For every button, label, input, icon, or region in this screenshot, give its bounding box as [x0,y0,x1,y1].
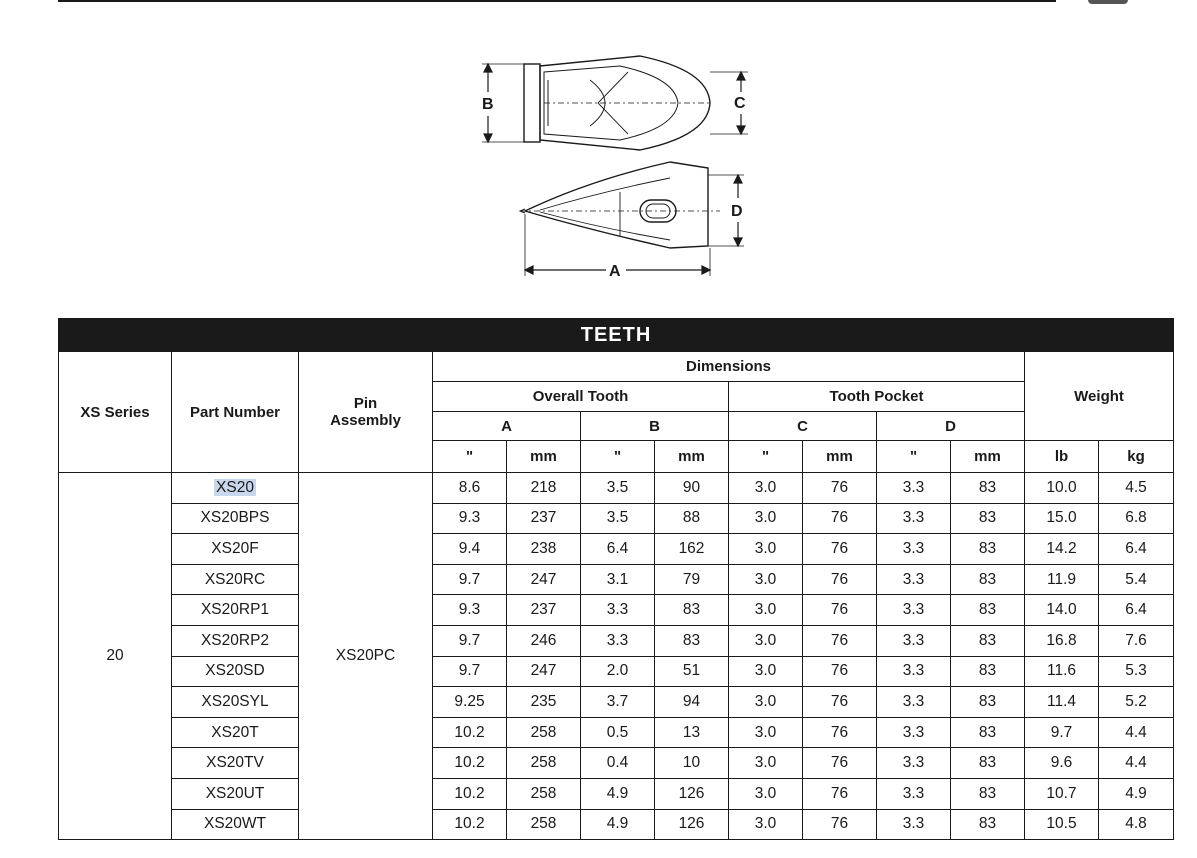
cell-c-in: 3.0 [729,748,803,779]
cell-c-in: 3.0 [729,564,803,595]
header-weight: Weight [1025,352,1174,441]
teeth-table-wrapper [58,318,1174,840]
cell-a-in: 9.7 [433,564,507,595]
header-dimensions: Dimensions [433,352,1025,382]
cell-part-number [172,778,299,809]
cell-c-in: 3.0 [729,687,803,718]
cell-kg: 6.4 [1099,534,1174,565]
cell-b-in: 0.4 [581,748,655,779]
cell-c-mm: 76 [803,809,877,840]
cell-kg: 4.9 [1099,778,1174,809]
table-row [59,687,1174,718]
cell-a-mm: 258 [507,809,581,840]
cell-d-in: 3.3 [877,809,951,840]
cell-b-mm: 79 [655,564,729,595]
cell-d-mm: 83 [951,503,1025,534]
cell-kg: 5.2 [1099,687,1174,718]
cell-a-in: 10.2 [433,809,507,840]
cell-c-mm: 76 [803,473,877,504]
header-kg: kg [1099,441,1174,473]
part-number-text: XS20WT [203,815,266,833]
cell-c-in: 3.0 [729,717,803,748]
cell-part-number [172,625,299,656]
cell-b-mm: 51 [655,656,729,687]
header-d-mm: mm [951,441,1025,473]
cell-a-in: 9.7 [433,656,507,687]
cell-b-mm: 13 [655,717,729,748]
cell-c-mm: 76 [803,595,877,626]
header-pin-line2: Assembly [330,412,401,429]
cell-lb: 15.0 [1025,503,1099,534]
cell-a-mm: 258 [507,748,581,779]
cell-b-in: 3.7 [581,687,655,718]
cell-d-in: 3.3 [877,595,951,626]
cell-c-in: 3.0 [729,778,803,809]
header-dim-b: B [581,412,729,441]
corner-tab [1088,0,1128,4]
cell-a-in: 9.25 [433,687,507,718]
cell-d-mm: 83 [951,778,1025,809]
cell-c-mm: 76 [803,503,877,534]
cell-c-mm: 76 [803,778,877,809]
table-row [59,564,1174,595]
header-a-inch: " [433,441,507,473]
header-lb: lb [1025,441,1099,473]
cell-d-in: 3.3 [877,778,951,809]
cell-a-in: 9.3 [433,595,507,626]
part-number-text: XS20RP2 [200,631,270,649]
table-row [59,809,1174,840]
cell-a-mm: 238 [507,534,581,565]
dim-label-c: C [734,95,746,112]
tooth-drawing-svg [470,50,760,290]
cell-b-in: 3.5 [581,503,655,534]
cell-kg: 4.4 [1099,748,1174,779]
teeth-table [58,318,1174,840]
part-number-text: XS20SD [205,662,265,680]
part-number-text: XS20TV [206,754,264,772]
cell-a-mm: 218 [507,473,581,504]
cell-kg: 7.6 [1099,625,1174,656]
table-row [59,778,1174,809]
cell-d-mm: 83 [951,473,1025,504]
cell-a-in: 10.2 [433,717,507,748]
cell-a-in: 9.4 [433,534,507,565]
cell-b-mm: 126 [655,778,729,809]
cell-b-in: 3.5 [581,473,655,504]
cell-b-in: 3.3 [581,595,655,626]
cell-a-mm: 246 [507,625,581,656]
cell-lb: 10.0 [1025,473,1099,504]
cell-b-in: 4.9 [581,778,655,809]
cell-lb: 16.8 [1025,625,1099,656]
cell-c-in: 3.0 [729,656,803,687]
table-title: TEETH [59,319,1174,352]
cell-c-mm: 76 [803,656,877,687]
header-part-number: Part Number [172,352,299,473]
cell-kg: 6.8 [1099,503,1174,534]
cell-a-in: 8.6 [433,473,507,504]
cell-b-mm: 83 [655,625,729,656]
header-c-mm: mm [803,441,877,473]
cell-c-in: 3.0 [729,473,803,504]
cell-part-number [172,473,299,504]
tooth-technical-drawing [470,50,760,290]
table-row [59,625,1174,656]
cell-lb: 14.2 [1025,534,1099,565]
cell-lb: 11.9 [1025,564,1099,595]
cell-kg: 4.5 [1099,473,1174,504]
cell-xs-series: 20 [59,473,172,840]
cell-d-mm: 83 [951,748,1025,779]
cell-d-in: 3.3 [877,625,951,656]
part-number-text: XS20UT [205,784,265,802]
cell-a-in: 9.7 [433,625,507,656]
cell-b-in: 4.9 [581,809,655,840]
cell-d-mm: 83 [951,534,1025,565]
cell-d-mm: 83 [951,656,1025,687]
top-rule [58,0,1056,2]
cell-b-in: 3.1 [581,564,655,595]
cell-d-in: 3.3 [877,534,951,565]
cell-lb: 9.7 [1025,717,1099,748]
cell-d-mm: 83 [951,717,1025,748]
teeth-table-body [59,473,1174,840]
part-number-text: XS20RC [204,570,266,588]
cell-d-mm: 83 [951,564,1025,595]
part-number-text: XS20BPS [200,509,270,527]
cell-a-mm: 237 [507,595,581,626]
cell-lb: 10.7 [1025,778,1099,809]
cell-part-number [172,717,299,748]
cell-b-in: 0.5 [581,717,655,748]
cell-b-mm: 90 [655,473,729,504]
cell-pin-assembly: XS20PC [299,473,433,840]
header-dim-d: D [877,412,1025,441]
header-dim-a: A [433,412,581,441]
cell-b-mm: 10 [655,748,729,779]
table-row [59,534,1174,565]
cell-b-in: 2.0 [581,656,655,687]
cell-c-in: 3.0 [729,595,803,626]
cell-part-number [172,687,299,718]
header-pin-assembly [299,352,433,473]
cell-kg: 4.4 [1099,717,1174,748]
cell-lb: 11.4 [1025,687,1099,718]
part-number-text: XS20RP1 [200,601,270,619]
cell-d-in: 3.3 [877,564,951,595]
cell-lb: 11.6 [1025,656,1099,687]
cell-b-mm: 126 [655,809,729,840]
cell-lb: 14.0 [1025,595,1099,626]
cell-a-mm: 235 [507,687,581,718]
cell-c-in: 3.0 [729,625,803,656]
cell-part-number [172,809,299,840]
part-number-text: XS20 [216,478,254,496]
cell-a-mm: 258 [507,717,581,748]
table-row [59,595,1174,626]
cell-part-number [172,503,299,534]
header-xs-series: XS Series [59,352,172,473]
cell-c-mm: 76 [803,564,877,595]
cell-d-in: 3.3 [877,656,951,687]
cell-a-mm: 258 [507,778,581,809]
header-d-inch: " [877,441,951,473]
table-row [59,748,1174,779]
table-row [59,503,1174,534]
header-a-mm: mm [507,441,581,473]
cell-b-in: 6.4 [581,534,655,565]
cell-d-in: 3.3 [877,687,951,718]
cell-d-in: 3.3 [877,503,951,534]
cell-d-mm: 83 [951,595,1025,626]
header-overall-tooth: Overall Tooth [433,382,729,412]
header-dim-c: C [729,412,877,441]
cell-kg: 5.4 [1099,564,1174,595]
dim-label-d: D [731,203,743,220]
cell-a-in: 9.3 [433,503,507,534]
cell-lb: 9.6 [1025,748,1099,779]
header-pin-line1: Pin [353,395,378,412]
table-row [59,656,1174,687]
cell-a-mm: 247 [507,656,581,687]
cell-d-in: 3.3 [877,748,951,779]
tooth-top-view [524,56,710,150]
cell-b-mm: 162 [655,534,729,565]
dim-label-b: B [482,96,494,113]
cell-lb: 10.5 [1025,809,1099,840]
cell-a-mm: 237 [507,503,581,534]
header-c-inch: " [729,441,803,473]
cell-d-in: 3.3 [877,473,951,504]
dim-label-a: A [609,263,621,280]
table-row [59,717,1174,748]
cell-b-mm: 88 [655,503,729,534]
cell-part-number [172,564,299,595]
cell-part-number [172,534,299,565]
cell-c-mm: 76 [803,687,877,718]
tooth-side-view [520,162,720,248]
cell-d-mm: 83 [951,687,1025,718]
cell-part-number [172,748,299,779]
cell-d-mm: 83 [951,809,1025,840]
cell-b-mm: 94 [655,687,729,718]
part-number-text: XS20SYL [201,692,269,710]
header-b-inch: " [581,441,655,473]
cell-part-number [172,595,299,626]
part-number-text: XS20T [211,723,259,741]
part-number-text: XS20F [211,539,259,557]
cell-a-in: 10.2 [433,748,507,779]
cell-c-in: 3.0 [729,809,803,840]
cell-b-mm: 83 [655,595,729,626]
cell-kg: 4.8 [1099,809,1174,840]
cell-a-in: 10.2 [433,778,507,809]
cell-d-in: 3.3 [877,717,951,748]
cell-b-in: 3.3 [581,625,655,656]
header-b-mm: mm [655,441,729,473]
cell-c-in: 3.0 [729,534,803,565]
cell-a-mm: 247 [507,564,581,595]
cell-c-mm: 76 [803,534,877,565]
cell-kg: 6.4 [1099,595,1174,626]
cell-c-mm: 76 [803,717,877,748]
table-row [59,473,1174,504]
cell-c-mm: 76 [803,625,877,656]
cell-d-mm: 83 [951,625,1025,656]
cell-c-mm: 76 [803,748,877,779]
cell-part-number [172,656,299,687]
cell-c-in: 3.0 [729,503,803,534]
cell-kg: 5.3 [1099,656,1174,687]
header-tooth-pocket: Tooth Pocket [729,382,1025,412]
